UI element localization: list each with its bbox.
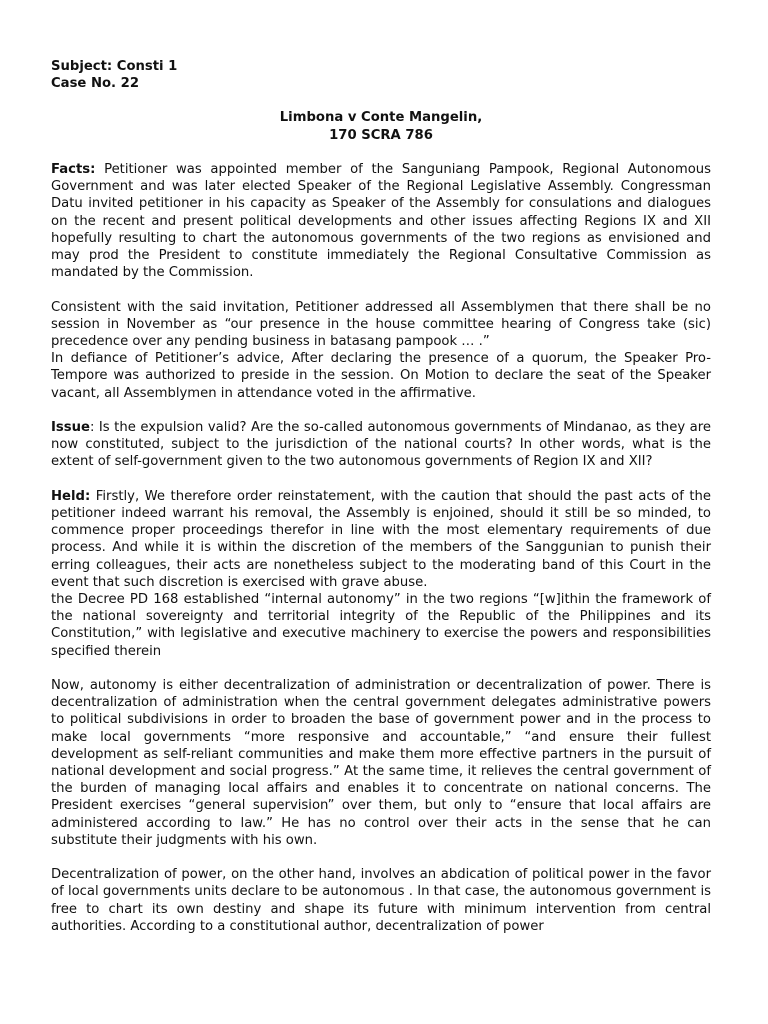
- held-paragraph: [51, 488, 711, 591]
- held-label: Held:: [51, 488, 91, 504]
- held-paragraph-3: Now, autonomy is either decentralization of administration or decentralization of power. There is decentralization of administration when the central government delegates administrative powers to political subdivisions in order to broaden the base of government power and in the process to make local governments “more responsive and accountable,” “and ensure their fullest development as self-reliant communities and make them more effective partners in the pursuit of national development and social progress.” At the same time, it relieves the central government of the burden of managing local affairs and enables it to concentrate on national concerns. The President exercises “general supervision” over them, but only to “ensure that local affairs are administered according to law.” He has no control over their acts in the sense that he can substitute their judgments with his own.: [51, 678, 711, 848]
- document-page: [51, 58, 711, 935]
- facts-paragraph: [51, 161, 711, 281]
- held-paragraph-2: the Decree PD 168 established “internal autonomy” in the two regions “[w]ithin the framework of the national sovereignty and territorial integrity of the Republic of the Philippines and its Constitution,” with legislative and executive machinery to exercise the powers and responsibilities specified therein: [51, 592, 711, 659]
- facts-paragraph-2: Consistent with the said invitation, Petitioner addressed all Assemblymen that there shall be no session in November as “our presence in the house committee hearing of Congress take (sic) precedence over any pending business in batasang pampook … .”: [51, 299, 711, 350]
- held-paragraph-4: Decentralization of power, on the other hand, involves an abdication of political power in the favor of local governments units declare to be autonomous . In that case, the autonomous government is free to chart its own destiny and shape its future with minimum intervention from central authorities. According to a constitutional author, decentralization of power: [51, 867, 711, 934]
- case-citation: 170 SCRA 786: [329, 127, 433, 143]
- case-title: [51, 109, 711, 143]
- issue-label: Issue: [51, 420, 90, 436]
- case-number: Case No. 22: [51, 76, 140, 92]
- facts-label: Facts:: [51, 162, 96, 177]
- facts-paragraph-3: In defiance of Petitioner’s advice, After declaring the presence of a quorum, the Speaker Pro-Tempore was authorized to preside in the session. On Motion to declare the seat of the Speaker vacant, all Assemblymen in attendance voted in the affirmative.: [51, 351, 711, 401]
- subject-line: Subject: Consti 1: [51, 59, 178, 74]
- issue-paragraph: [51, 419, 711, 471]
- issue-text: : Is the expulsion valid? Are the so-called autonomous governments of Mindanao, as they are now constituted, subject to the jurisdiction of the national courts? In other words, what is the extent of self-government given to the two autonomous governments of Region IX and XII?: [51, 420, 711, 470]
- case-title-line1: Limbona v Conte Mangelin,: [279, 110, 483, 126]
- held-text: Firstly, We therefore order reinstatement, with the caution that should the past acts of the petitioner indeed warrant his removal, the Assembly is enjoined, should it still be so minded, to commence proper proceedings therefor in line with the most elementary requirements of due process. And while it is within the discretion of the members of the Sanggunian to punish their erring colleagues, their acts are nonetheless subject to the moderating band of this Court in the event that such discretion is exercised with grave abuse.: [51, 488, 711, 590]
- facts-text: Petitioner was appointed member of the Sanguniang Pampook, Regional Autonomous Government and was later elected Speaker of the Regional Legislative Assembly. Congressman Datu invited petitioner in his capacity as Speaker of the Assembly for consulations and dialogues on the recent and present political developments and other issues affecting Regions IX and XII hopefully resulting to chart the autonomous governments of the two regions as envisioned and may prod the President to constitute immediately the Regional Consultative Commission as mandated by the Commission.: [51, 162, 711, 281]
